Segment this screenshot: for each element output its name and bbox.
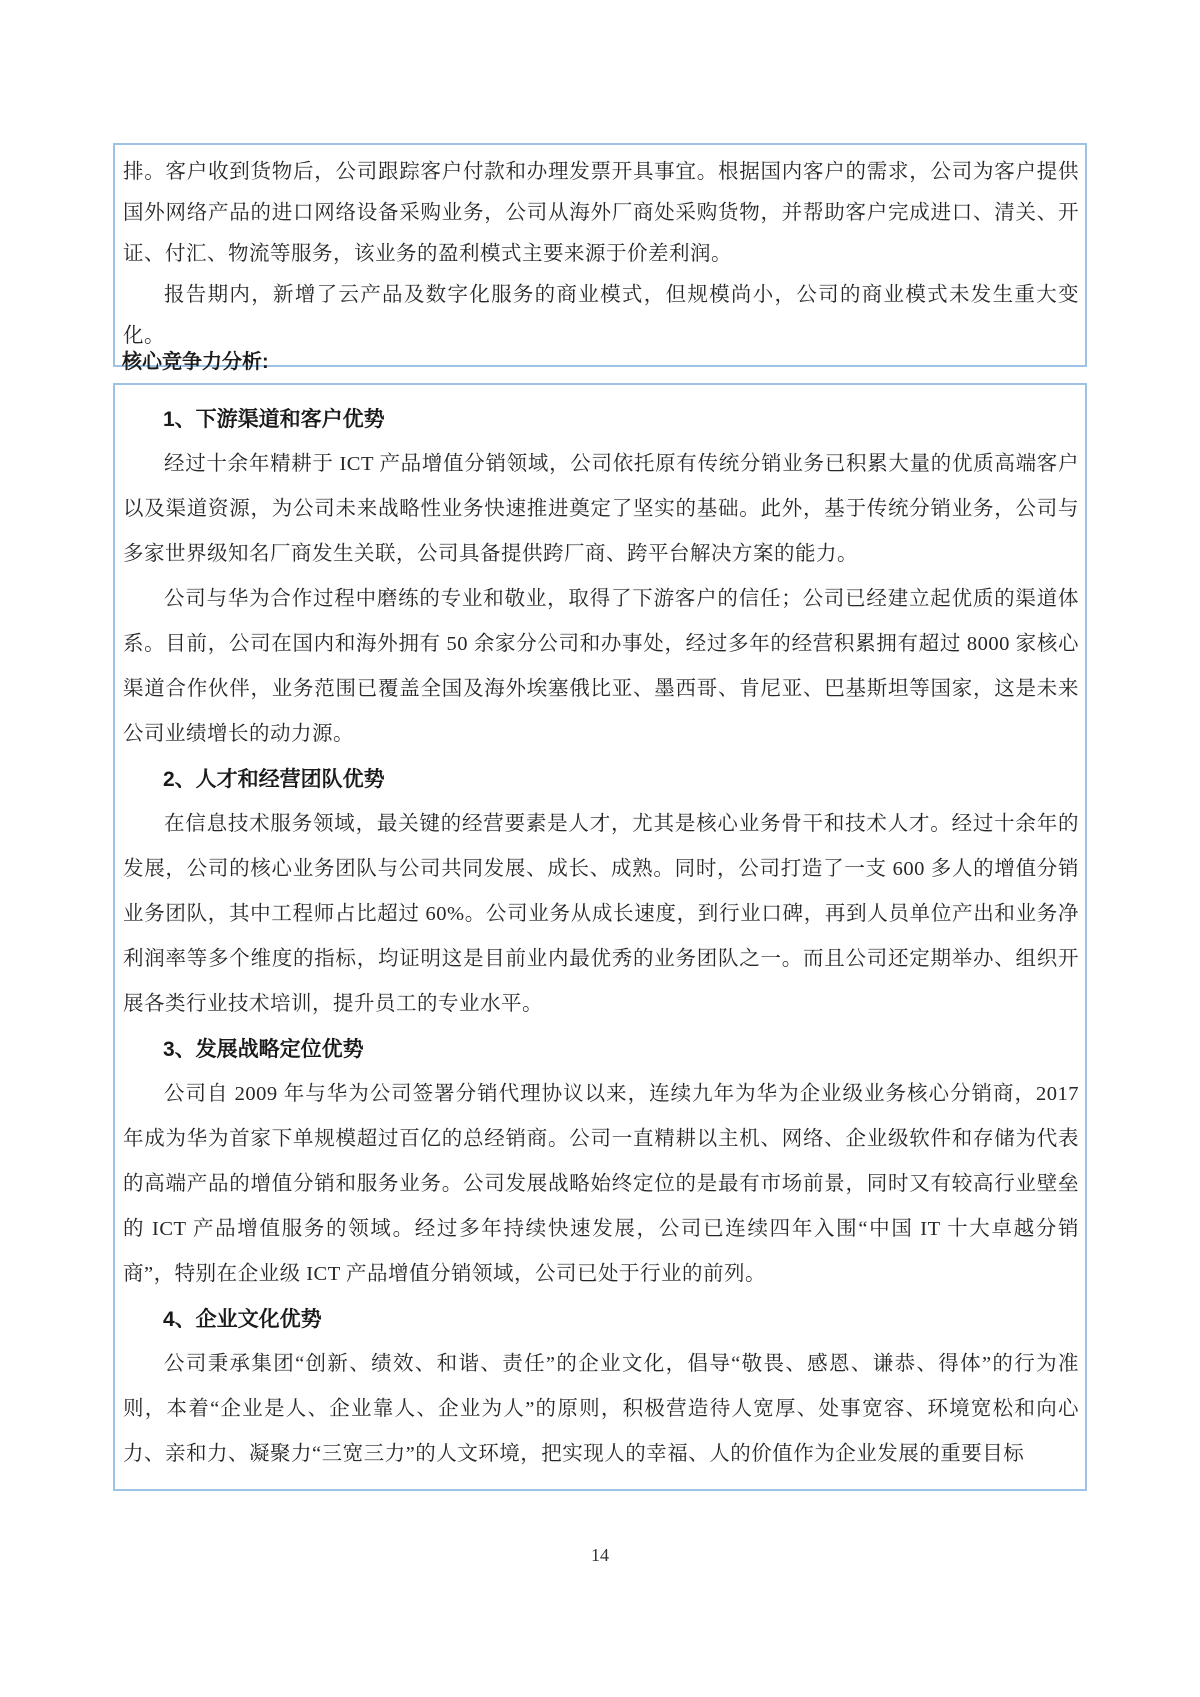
section-paragraph: 经过十余年精耕于 ICT 产品增值分销领域，公司依托原有传统分销业务已积累大量的优质高端客户以及渠道资源，为公司未来战略性业务快速推进奠定了坚实的基础。此外，基于传统分销业务，公司与多家世界级知名厂商发生关联，公司具备提供跨厂商、跨平台解决方案的能力。 [123,453,1079,565]
intro-paragraph: 报告期内，新增了云产品及数字化服务的商业模式，但规模尚小，公司的商业模式未发生重大变化。 [123,284,1079,347]
section-paragraph: 在信息技术服务领域，最关键的经营要素是人才，尤其是核心业务骨干和技术人才。经过十余年的发展，公司的核心业务团队与公司共同发展、成长、成熟。同时，公司打造了一支 600 多人的增值分销业务团队，其中工程师占比超过 60%。公司业务从成长速度，到行业口碑，再到人员单位产出和业务净利润率等多个维度的指标，均证明这是目前业内最优秀的业务团队之一。而且公司还定期举办、组织开展各类行业技术培训，提升员工的专业水平。 [123,813,1079,1015]
page-number: 14 [591,1545,609,1565]
core-competitiveness-heading: 核心竞争力分析: [122,351,269,373]
section-paragraph: 公司自 2009 年与华为公司签署分销代理协议以来，连续九年为华为企业级业务核心分销商，2017 年成为华为首家下单规模超过百亿的总经销商。公司一直精耕以主机、网络、企业级软件和存储为代表的高端产品的增值分销和服务业务。公司发展战略始终定位的是最有市场前景，同时又有较高行业壁垒的 ICT 产品增值服务的领域。经过多年持续快速发展，公司已连续四年入围“中国 IT 十大卓越分销商”，特别在企业级 ICT 产品增值分销领域，公司已处于行业的前列。 [123,1083,1079,1285]
section-paragraph: 公司与华为合作过程中磨练的专业和敬业，取得了下游客户的信任；公司已经建立起优质的渠道体系。目前，公司在国内和海外拥有 50 余家分公司和办事处，经过多年的经营积累拥有超过 8000 家核心渠道合作伙伴，业务范围已覆盖全国及海外埃塞俄比亚、墨西哥、肯尼亚、巴基斯坦等国家，这是未来公司业绩增长的动力源。 [123,588,1079,745]
core-competitiveness-box [113,383,1087,1491]
section-heading-downstream-channels: 1、下游渠道和客户优势 [163,408,385,431]
section-heading-corporate-culture: 4、企业文化优势 [163,1308,322,1331]
business-model-box [113,143,1087,367]
section-heading-talent-team: 2、人才和经营团队优势 [163,768,385,791]
section-paragraph: 公司秉承集团“创新、绩效、和谐、责任”的企业文化，倡导“敬畏、感恩、谦恭、得体”的行为准则，本着“企业是人、企业靠人、企业为人”的原则，积极营造待人宽厚、处事宽容、环境宽松和向心力、亲和力、凝聚力“三宽三力”的人文环境，把实现人的幸福、人的价值作为企业发展的重要目标 [123,1353,1079,1465]
section-heading-strategy-positioning: 3、发展战略定位优势 [163,1038,364,1061]
intro-paragraph: 排。客户收到货物后，公司跟踪客户付款和办理发票开具事宜。根据国内客户的需求，公司为客户提供国外网络产品的进口网络设备采购业务，公司从海外厂商处采购货物，并帮助客户完成进口、清关、开证、付汇、物流等服务，该业务的盈利模式主要来源于价差利润。 [123,161,1079,265]
